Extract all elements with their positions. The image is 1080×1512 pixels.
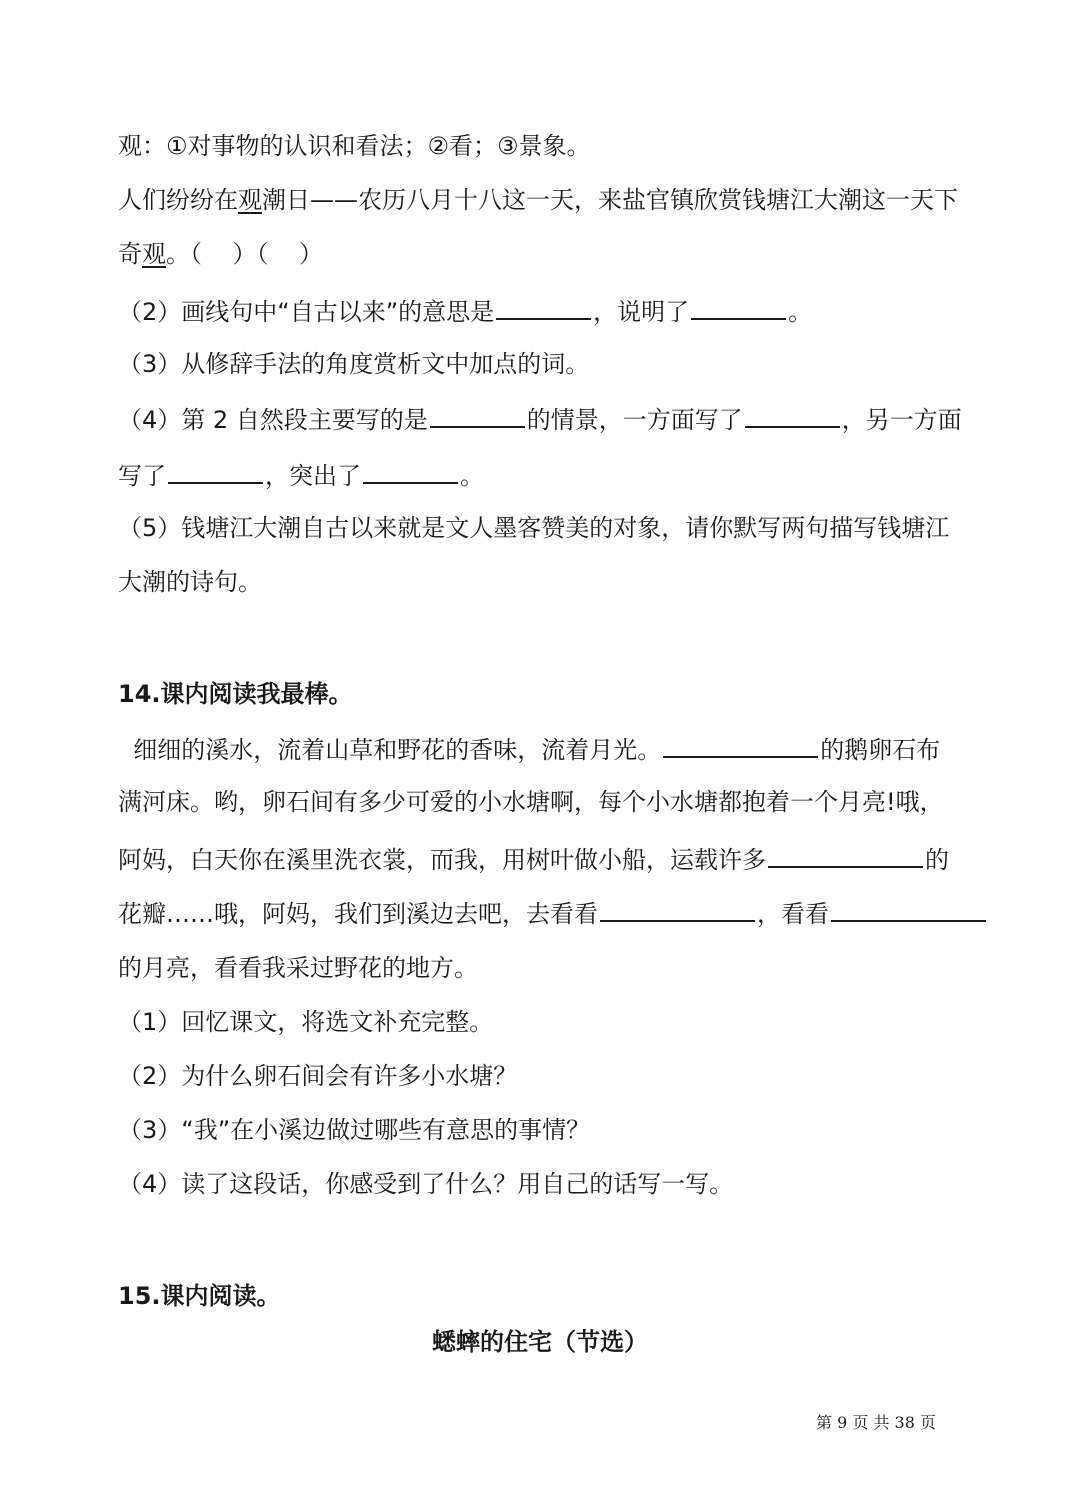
gloss-line — [118, 128, 968, 164]
example-sentence-line2 — [118, 236, 968, 272]
question-text: 的情景，一方面写了 — [526, 406, 743, 434]
question-13-3 — [118, 346, 968, 382]
passage-text: 满河床。哟，卵石间有多少可爱的小水塘啊，每个小水塘都抱着一个月亮!哦， — [118, 788, 944, 816]
passage-line5 — [118, 950, 968, 986]
question-text: 。 — [788, 298, 813, 326]
question-13-4-line1 — [118, 400, 968, 438]
question-text: （3）“我”在小溪边做过哪些有意思的事情？ — [118, 1116, 591, 1144]
passage-line3 — [118, 840, 968, 878]
question-14-2 — [118, 1058, 968, 1094]
question-text: 大潮的诗句。 — [118, 568, 262, 596]
question-text: （2）为什么卵石间会有许多小水塘？ — [118, 1062, 518, 1090]
question-text: （4）第 2 自然段主要写的是 — [118, 406, 428, 434]
answer-brackets: 。（ ）（ ） — [166, 240, 324, 268]
question-text: （2）画线句中“自古以来”的意思是 — [118, 298, 495, 326]
passage-line1 — [118, 730, 968, 768]
sentence-text: 潮日——农历八月十八这一天，来盐官镇欣赏钱塘江大潮这一天下 — [262, 186, 958, 214]
underlined-word: 观 — [142, 240, 166, 268]
answer-blank[interactable] — [691, 292, 786, 320]
answer-blank[interactable] — [168, 456, 263, 484]
gloss-text: 观：①对事物的认识和看法；②看；③景象。 — [118, 132, 591, 160]
answer-blank[interactable] — [363, 456, 458, 484]
answer-blank[interactable] — [768, 840, 923, 868]
answer-blank[interactable] — [663, 730, 818, 758]
question-text: 。 — [460, 462, 484, 490]
passage-text: 细细的溪水，流着山草和野花的香味，流着月光。 — [118, 736, 662, 764]
passage-text: 阿妈，白天你在溪里洗衣裳，而我，用树叶做小船，运载许多 — [118, 846, 766, 874]
question-14-3 — [118, 1112, 968, 1148]
answer-blank[interactable] — [745, 400, 840, 428]
answer-blank[interactable] — [831, 894, 986, 922]
page-number: 第 9 页 共 38 页 — [816, 1413, 936, 1432]
question-13-5-line1 — [118, 510, 968, 546]
passage-title: 蟋蟀的住宅（节选） — [432, 1328, 648, 1356]
passage-text: 的月亮，看看我采过野花的地方。 — [118, 954, 478, 982]
example-sentence-line1 — [118, 182, 968, 218]
passage-text: 的鹅卵石布 — [820, 736, 941, 764]
question-text: （4）读了这段话，你感受到了什么？用自己的话写一写。 — [118, 1170, 734, 1198]
heading-text: 15.课内阅读。 — [118, 1282, 281, 1310]
passage-line4 — [118, 894, 968, 932]
passage-text: ，看看 — [757, 900, 829, 928]
question-text: ，突出了 — [265, 462, 361, 490]
question-text: ，另一方面 — [841, 406, 962, 434]
question-15-heading — [118, 1278, 968, 1314]
question-13-4-line2 — [118, 456, 968, 494]
passage-text: 的 — [925, 846, 949, 874]
question-text: ，说明了 — [593, 298, 690, 326]
question-14-heading — [118, 676, 968, 712]
question-14-4 — [118, 1166, 968, 1202]
sentence-text: 人们纷纷在 — [118, 186, 238, 214]
answer-blank[interactable] — [600, 894, 755, 922]
question-13-2 — [118, 292, 968, 330]
question-14-1 — [118, 1004, 968, 1040]
answer-blank[interactable] — [496, 292, 591, 320]
answer-blank[interactable] — [430, 400, 525, 428]
question-text: 写了 — [118, 462, 166, 490]
underlined-word: 观 — [238, 186, 262, 214]
sentence-text: 奇 — [118, 240, 142, 268]
question-text: （5）钱塘江大潮自古以来就是文人墨客赞美的对象，请你默写两句描写钱塘江 — [118, 514, 950, 542]
passage-line2 — [118, 784, 968, 820]
question-13-5-line2 — [118, 564, 968, 600]
question-text: （3）从修辞手法的角度赏析文中加点的词。 — [118, 350, 590, 378]
question-text: （1）回忆课文，将选文补充完整。 — [118, 1008, 494, 1036]
heading-text: 14.课内阅读我最棒。 — [118, 680, 353, 708]
passage-text: 花瓣……哦，阿妈，我们到溪边去吧，去看看 — [118, 900, 598, 928]
